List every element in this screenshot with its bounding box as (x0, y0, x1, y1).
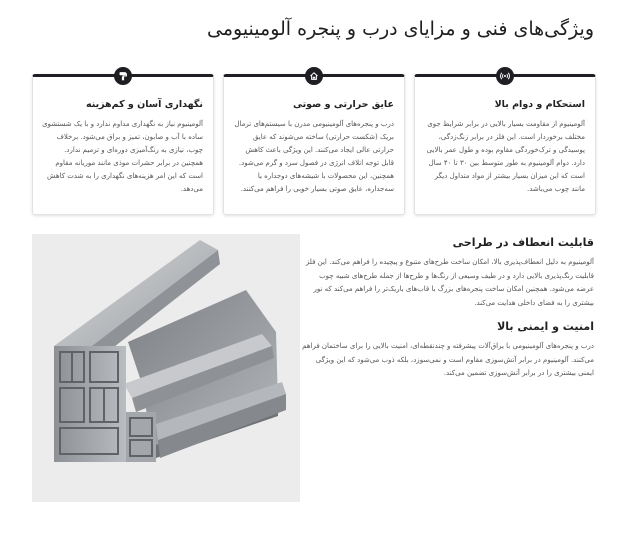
section-title: قابلیت انعطاف در طراحی (452, 236, 594, 249)
aluminum-profile-image (32, 234, 300, 502)
section-text: آلومینیوم به دلیل انعطاف‌پذیری بالا، امکان ساخت طرح‌های متنوع و پیچیده را فراهم می‌کند. این فلز قابلیت رنگ‌پذیری بالایی دارد و در طیف وسیعی از رنگ‌ها و طرح‌ها از جمله طرح‌های شبیه چوب عرضه می‌شود. همچنین امکان ساخت پنجره‌های بزرگ با قاب‌های باریک‌تر را فراهم می‌کند که نور بیشتری را به فضای داخلی هدایت می‌کند. (305, 258, 594, 307)
card-text: آلومینیوم از مقاومت بسیار بالایی در برابر شرایط جوی مختلف برخوردار است. این فلز در برابر زنگ‌زدگی، پوسیدگی و ترک‌خوردگی مقاوم بوده و طول عمر بالایی دارد. دوام آلومینیوم به طور متوسط بین ۳۰ تا ۴۰ سال است که این میزان بسیار بیشتر از مواد متداول دیگر مانند چوب می‌باشد. (426, 120, 585, 193)
card-title: استحکام و دوام بالا (494, 99, 585, 110)
card-title: نگهداری آسان و کم‌هزینه (85, 99, 203, 110)
paint-roller-icon (114, 67, 132, 85)
security-section (302, 320, 594, 381)
signal-waves-icon (496, 67, 514, 85)
feature-card-durability (414, 74, 596, 215)
design-flexibility-section (302, 236, 594, 310)
card-text: درب و پنجره‌های آلومینیومی مدرن با سیستم‌های ترمال بریک (شکست حرارتی) ساخته می‌شوند که عایق حرارتی عالی ایجاد می‌کنند. این ویژگی باعث کاهش قابل توجه اتلاف انرژی در فصول سرد و گرم می‌شود. همچنین، این محصولات با شیشه‌های دوجداره یا سه‌جداره، عایق صوتی بسیار خوبی را فراهم می‌کنند. (234, 120, 394, 193)
card-text: آلومینیوم نیاز به نگهداری مداوم ندارد و با یک شستشوی ساده با آب و صابون، تمیز و براق می‌شود. برخلاف چوب، نیازی به رنگ‌آمیزی دوره‌ای و ترمیم ندارد. همچنین در برابر حشرات موذی مانند موریانه مقاوم است که این امر هزینه‌های نگهداری را به شدت کاهش می‌دهد. (42, 120, 203, 193)
section-text: درب و پنجره‌های آلومینیومی با یراق‌آلات پیشرفته و چندنقطه‌ای، امنیت بالایی را برای ساختمان فراهم می‌کنند. آلومینیوم در برابر آتش‌سوزی مقاوم است و نمی‌سوزد، بلکه ذوب می‌شود که این ویژگی ایمنی بیشتری را در برابر آتش‌سوزی تضمین می‌کند. (302, 342, 594, 377)
page-title: ویژگی‌های فنی و مزایای درب و پنجره آلومینیومی (206, 18, 594, 40)
house-icon (305, 67, 323, 85)
section-title: امنیت و ایمنی بالا (497, 320, 594, 333)
feature-cards (32, 74, 596, 215)
card-title: عایق حرارتی و صوتی (293, 99, 394, 110)
feature-card-maintenance (32, 74, 214, 215)
feature-card-insulation (223, 74, 405, 215)
